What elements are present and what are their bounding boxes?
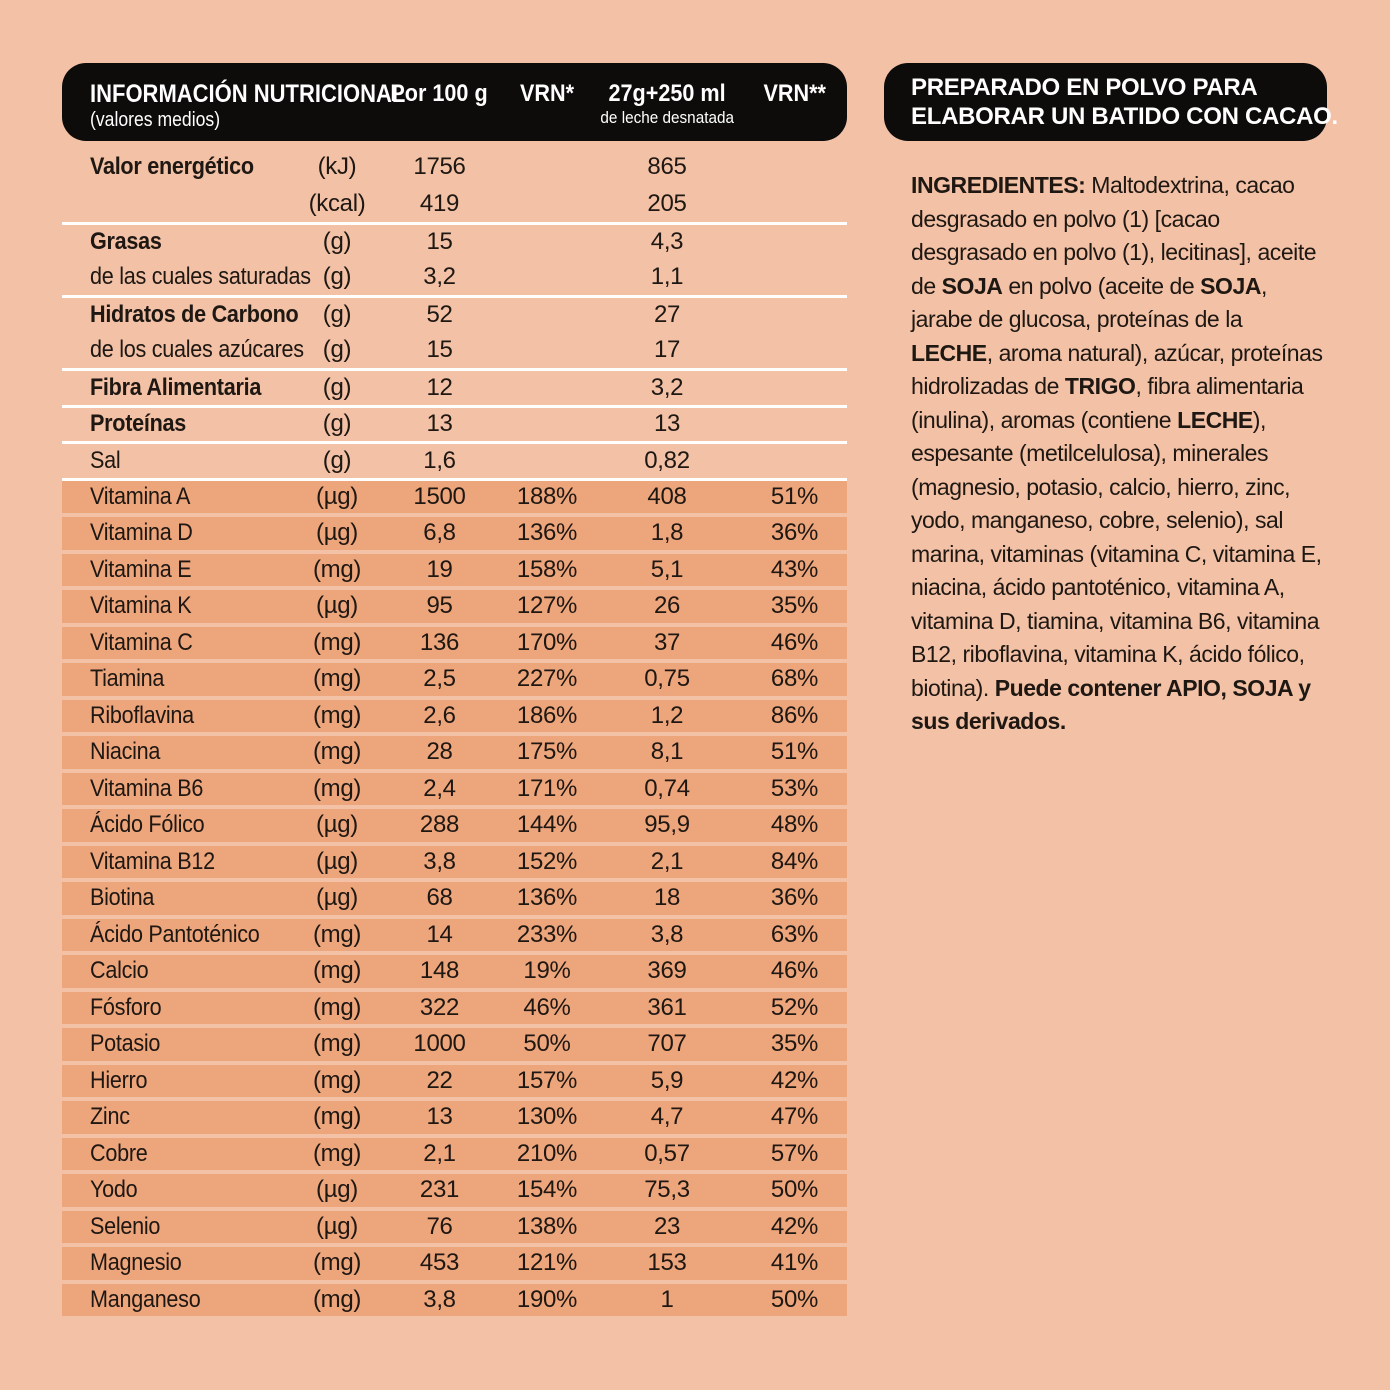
- cell-name: Vitamina E: [90, 555, 192, 583]
- macro-row: [62, 332, 847, 369]
- cell-unit: (mg): [312, 1285, 362, 1313]
- cell-unit: (µg): [316, 482, 358, 510]
- product-description-line1: PREPARADO EN POLVO PARA: [911, 73, 1258, 101]
- cell-per27: 3,8: [650, 920, 684, 948]
- micro-rows: [62, 478, 847, 1317]
- cell-per27: 0,57: [644, 1139, 690, 1167]
- cell-name: Hierro: [90, 1066, 148, 1094]
- cell-vrn1: 130%: [516, 1103, 578, 1131]
- cell-per27: 361: [647, 993, 687, 1021]
- cell-vrn1: 46%: [523, 993, 571, 1021]
- cell-name: Vitamina B12: [90, 847, 215, 875]
- micro-row: [62, 517, 847, 550]
- cell-per100: 1,6: [423, 446, 456, 474]
- cell-vrn1: 136%: [516, 884, 578, 912]
- cell-per100: 136: [419, 628, 460, 656]
- cell-vrn2: 35%: [770, 592, 819, 620]
- cell-vrn2: 51%: [770, 482, 819, 510]
- macro-row: [62, 441, 847, 478]
- micro-row: [62, 700, 847, 733]
- cell-name: Sal: [90, 446, 121, 474]
- cell-vrn2: 52%: [770, 993, 819, 1021]
- micro-row: [62, 1211, 847, 1244]
- cell-unit: (g): [322, 262, 352, 290]
- cell-per27: 865: [647, 153, 687, 181]
- cell-vrn2: 63%: [770, 920, 819, 948]
- cell-per100: 52: [426, 300, 453, 328]
- cell-name: [62, 190, 297, 218]
- cell-vrn1: 233%: [516, 920, 578, 948]
- cell-vrn2: 46%: [770, 957, 819, 985]
- cell-per27: 0,74: [644, 774, 690, 802]
- ingredients-bold-segment: Puede contener APIO, SOJA y sus derivados.: [911, 674, 1311, 734]
- cell-per27: 26: [653, 592, 681, 620]
- ingredients-segment: , fibra alimentaria (inulina), aromas (contiene: [911, 373, 1304, 433]
- micro-row: [62, 992, 847, 1025]
- ingredients-segment: en polvo (aceite de: [1002, 272, 1201, 299]
- cell-unit: (kJ): [317, 153, 357, 181]
- ingredients-bold-segment: SOJA: [941, 272, 1003, 299]
- cell-unit: (mg): [312, 738, 362, 766]
- cell-unit: (g): [322, 446, 352, 474]
- cell-vrn1: 210%: [516, 1139, 578, 1167]
- cell-unit: (g): [322, 373, 352, 401]
- cell-per100: 28: [426, 738, 453, 766]
- micro-row: [62, 736, 847, 769]
- cell-vrn1: 138%: [516, 1212, 578, 1240]
- cell-unit: (mg): [312, 701, 362, 729]
- cell-per27: 18: [653, 884, 681, 912]
- cell-name: Ácido Fólico: [90, 811, 205, 839]
- cell-per27: 23: [653, 1212, 681, 1240]
- column-header-vrn2: VRN**: [763, 80, 826, 107]
- cell-per100: 2,5: [423, 665, 456, 693]
- cell-vrn1: 190%: [516, 1285, 578, 1313]
- cell-per100: 22: [426, 1066, 453, 1094]
- ingredients-segment: Maltodextrina, cacao desgrasado en polvo (1) [cacao desgrasado en polvo (1), lecitinas], aceite de: [911, 172, 1317, 299]
- cell-vrn2: 35%: [770, 1030, 819, 1058]
- column-header-serving-sub: de leche desnatada: [600, 108, 734, 127]
- cell-vrn2: 43%: [770, 555, 819, 583]
- cell-vrn1: 136%: [516, 519, 578, 547]
- cell-per27: 4,3: [650, 227, 684, 255]
- cell-unit: (g): [322, 227, 352, 255]
- cell-vrn2: 84%: [770, 847, 819, 875]
- cell-vrn1: 144%: [516, 811, 578, 839]
- cell-unit: (g): [322, 410, 352, 438]
- cell-unit: (mg): [312, 1103, 362, 1131]
- micro-row: [62, 1247, 847, 1280]
- cell-unit: (µg): [316, 847, 358, 875]
- cell-per27: 1,1: [650, 262, 684, 290]
- cell-per100: 3,8: [423, 847, 456, 875]
- micro-row: [62, 773, 847, 806]
- nutrition-table-subtitle: (valores medios): [90, 109, 221, 131]
- cell-name: Fibra Alimentaria: [90, 373, 262, 401]
- column-header-per-100g: Por 100 g: [390, 80, 489, 107]
- cell-unit: (µg): [316, 811, 358, 839]
- cell-name: Grasas: [90, 227, 162, 255]
- cell-name: Selenio: [90, 1212, 161, 1240]
- cell-vrn1: 171%: [516, 774, 578, 802]
- product-description-banner: [884, 63, 1338, 141]
- column-header-spacer: [297, 63, 377, 80]
- cell-name: Riboflavina: [90, 701, 194, 729]
- cell-per27: 27: [653, 300, 681, 328]
- micro-row: [62, 1101, 847, 1134]
- micro-row: [62, 663, 847, 696]
- macro-row: [62, 259, 847, 296]
- cell-name: Potasio: [90, 1030, 161, 1058]
- cell-per100: 12: [426, 373, 453, 401]
- nutrition-table: [62, 63, 847, 1320]
- micro-row: [62, 809, 847, 842]
- cell-unit: (mg): [312, 628, 362, 656]
- cell-per27: 13: [653, 410, 681, 438]
- cell-vrn1: 188%: [516, 482, 578, 510]
- macro-row: [62, 405, 847, 442]
- cell-vrn2: 36%: [770, 884, 819, 912]
- cell-vrn2: 57%: [770, 1139, 819, 1167]
- cell-name: Hidratos de Carbono: [90, 300, 299, 328]
- cell-per100: 2,4: [423, 774, 456, 802]
- cell-unit: (mg): [312, 1139, 362, 1167]
- cell-vrn2: 42%: [770, 1212, 819, 1240]
- cell-per100: 419: [419, 189, 460, 217]
- cell-unit: (µg): [316, 884, 358, 912]
- cell-name: de los cuales azúcares: [90, 335, 304, 363]
- cell-unit: (mg): [312, 920, 362, 948]
- cell-vrn2: 68%: [770, 665, 819, 693]
- cell-name: Vitamina D: [90, 519, 193, 547]
- micro-row: [62, 955, 847, 988]
- cell-per27: 707: [647, 1030, 687, 1058]
- cell-per100: 14: [426, 920, 453, 948]
- cell-per100: 15: [426, 227, 453, 255]
- cell-vrn1: 175%: [516, 738, 578, 766]
- cell-per100: 1000: [413, 1030, 466, 1058]
- cell-name: Vitamina A: [90, 482, 191, 510]
- cell-vrn1: 152%: [516, 847, 578, 875]
- cell-per27: 0,75: [644, 665, 690, 693]
- cell-name: Cobre: [90, 1139, 148, 1167]
- cell-per100: 3,8: [423, 1285, 456, 1313]
- cell-vrn1: 157%: [516, 1066, 578, 1094]
- cell-vrn1: 170%: [516, 628, 578, 656]
- cell-name: Yodo: [90, 1176, 138, 1204]
- cell-per100: 288: [419, 811, 460, 839]
- cell-per27: 153: [647, 1249, 687, 1277]
- cell-unit: (µg): [316, 592, 358, 620]
- cell-per100: 231: [419, 1176, 460, 1204]
- nutrition-table-title-block: [62, 63, 406, 133]
- cell-unit: (mg): [312, 993, 362, 1021]
- cell-per27: 95,9: [644, 811, 690, 839]
- cell-name: Fósforo: [90, 993, 162, 1021]
- cell-name: de las cuales saturadas: [90, 262, 311, 290]
- cell-per27: 205: [647, 189, 687, 217]
- macro-row: [62, 149, 847, 186]
- macro-row: [62, 295, 847, 332]
- cell-per100: 6,8: [423, 519, 456, 547]
- product-description-line2: ELABORAR UN BATIDO CON CACAO.: [911, 103, 1338, 130]
- cell-name: Manganeso: [90, 1285, 201, 1313]
- cell-per100: 322: [419, 993, 460, 1021]
- cell-per27: 5,1: [650, 555, 684, 583]
- ingredients-paragraph: [911, 169, 1329, 739]
- cell-name: Niacina: [90, 738, 161, 766]
- cell-per27: 5,9: [650, 1066, 684, 1094]
- cell-vrn2: 51%: [770, 738, 819, 766]
- micro-row: [62, 481, 847, 514]
- macro-row: [62, 368, 847, 405]
- cell-per27: 17: [653, 335, 681, 363]
- cell-per100: 3,2: [423, 262, 456, 290]
- micro-row: [62, 1174, 847, 1207]
- cell-unit: (mg): [312, 665, 362, 693]
- cell-per100: 13: [426, 1103, 453, 1131]
- column-header-serving: 27g+250 ml de leche desnatada: [592, 63, 742, 128]
- cell-per27: 369: [647, 957, 687, 985]
- cell-per27: 75,3: [644, 1176, 690, 1204]
- cell-unit: (mg): [312, 1249, 362, 1277]
- cell-name: Valor energético: [90, 153, 254, 181]
- cell-per27: 2,1: [650, 847, 684, 875]
- cell-vrn1: 121%: [516, 1249, 578, 1277]
- cell-per100: 76: [426, 1212, 453, 1240]
- cell-vrn2: 47%: [770, 1103, 819, 1131]
- cell-per100: 2,1: [423, 1139, 456, 1167]
- cell-vrn1: 158%: [516, 555, 578, 583]
- cell-unit: (mg): [312, 555, 362, 583]
- cell-vrn1: 127%: [516, 592, 578, 620]
- cell-name: Vitamina C: [90, 628, 193, 656]
- cell-name: Zinc: [90, 1103, 130, 1131]
- cell-per27: 1,8: [650, 519, 684, 547]
- cell-per100: 2,6: [423, 701, 456, 729]
- column-header-vrn: VRN*: [519, 80, 574, 107]
- cell-vrn2: 46%: [770, 628, 819, 656]
- macro-row: [62, 222, 847, 259]
- cell-name: Biotina: [90, 884, 155, 912]
- cell-unit: (µg): [316, 1176, 358, 1204]
- micro-row: [62, 627, 847, 660]
- cell-vrn2: 42%: [770, 1066, 819, 1094]
- cell-vrn1: 154%: [516, 1176, 578, 1204]
- cell-vrn2: 53%: [770, 774, 819, 802]
- cell-per27: 1: [660, 1285, 674, 1313]
- nutrition-table-title: INFORMACIÓN NUTRICIONAL: [90, 80, 406, 108]
- ingredients-segment: ), espesante (metilcelulosa), minerales (magnesio, potasio, calcio, hierro, zinc, yodo, manganeso, cobre, selenio), sal marina, vitaminas (vitamina C, vitamina E, niacina, ácido pantoténico, vitamina A, vitamina D, tiamina, vitamina B6, vitamina B12, riboflavina, vitamina K, ácido fólico, biotina).: [911, 406, 1322, 701]
- cell-name: Vitamina B6: [90, 774, 204, 802]
- cell-vrn2: 50%: [770, 1176, 819, 1204]
- ingredients-bold-segment: INGREDIENTES:: [911, 172, 1092, 198]
- ingredients-bold-segment: LECHE: [1177, 406, 1253, 433]
- cell-name: Proteínas: [90, 410, 187, 438]
- cell-per100: 453: [419, 1249, 460, 1277]
- cell-name: Magnesio: [90, 1249, 182, 1277]
- cell-unit: (g): [322, 335, 352, 363]
- cell-unit: (g): [322, 300, 352, 328]
- cell-per100: 15: [426, 335, 453, 363]
- cell-per100: 95: [426, 592, 453, 620]
- cell-per100: 19: [426, 555, 453, 583]
- cell-name: Tiamina: [90, 665, 165, 693]
- micro-row: [62, 590, 847, 623]
- cell-name: Vitamina K: [90, 592, 192, 620]
- ingredients-segment: , aroma natural), azúcar, proteínas hidrolizadas de: [911, 339, 1323, 399]
- cell-vrn2: 48%: [770, 811, 819, 839]
- ingredients-segment: , jarabe de glucosa, proteínas de la: [911, 272, 1267, 332]
- cell-per27: 0,82: [644, 446, 690, 474]
- cell-name: Calcio: [90, 957, 149, 985]
- cell-per100: 148: [419, 957, 460, 985]
- cell-unit: (mg): [312, 957, 362, 985]
- micro-row: [62, 882, 847, 915]
- cell-unit: (µg): [316, 1212, 358, 1240]
- cell-per100: 1756: [413, 153, 466, 181]
- nutrition-table-header: [62, 63, 847, 141]
- cell-vrn2: 41%: [770, 1249, 819, 1277]
- ingredients-bold-segment: LECHE: [911, 339, 987, 366]
- micro-row: [62, 554, 847, 587]
- micro-row: [62, 1028, 847, 1061]
- cell-vrn2: 50%: [770, 1285, 819, 1313]
- cell-unit: (mg): [312, 1066, 362, 1094]
- cell-unit: (mg): [312, 774, 362, 802]
- cell-per27: 408: [647, 482, 687, 510]
- cell-per27: 1,2: [650, 701, 684, 729]
- micro-row: [62, 846, 847, 879]
- cell-per27: 3,2: [650, 373, 684, 401]
- micro-row: [62, 919, 847, 952]
- cell-unit: (kcal): [308, 189, 366, 217]
- cell-unit: (µg): [316, 519, 358, 547]
- cell-per100: 1500: [413, 482, 466, 510]
- macro-rows: [62, 149, 847, 478]
- cell-per100: 13: [426, 410, 453, 438]
- cell-vrn1: 227%: [516, 665, 578, 693]
- cell-name: Ácido Pantoténico: [90, 920, 260, 948]
- cell-per27: 8,1: [650, 738, 684, 766]
- cell-per27: 4,7: [650, 1103, 684, 1131]
- micro-row: [62, 1284, 847, 1317]
- cell-per27: 37: [653, 628, 681, 656]
- cell-vrn1: 186%: [516, 701, 578, 729]
- micro-row: [62, 1138, 847, 1171]
- cell-vrn2: 86%: [770, 701, 819, 729]
- ingredients-bold-segment: SOJA: [1200, 272, 1261, 299]
- product-info-panel: [884, 63, 1338, 739]
- micro-row: [62, 1065, 847, 1098]
- cell-vrn1: 50%: [523, 1030, 571, 1058]
- macro-row: [62, 186, 847, 223]
- cell-per100: 68: [426, 884, 453, 912]
- ingredients-bold-segment: TRIGO: [1064, 373, 1136, 399]
- cell-vrn2: 36%: [770, 519, 819, 547]
- cell-unit: (mg): [312, 1030, 362, 1058]
- cell-vrn1: 19%: [523, 957, 571, 985]
